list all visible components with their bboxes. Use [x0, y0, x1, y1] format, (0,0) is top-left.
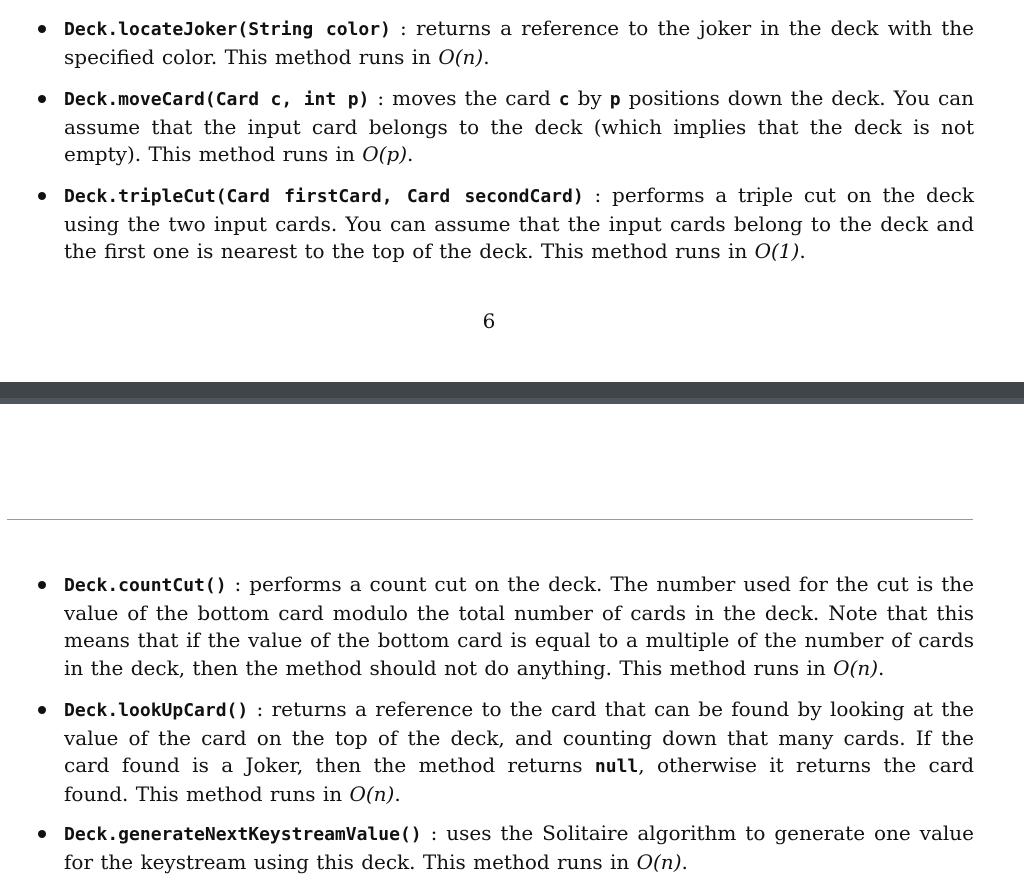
method-description: moves the card [392, 86, 559, 110]
period: . [394, 781, 401, 806]
method-triple-cut [38, 182, 974, 266]
horizontal-rule [7, 519, 973, 520]
period: . [483, 44, 490, 69]
method-description: performs a count cut on the deck. The number used for the cut is the value of the bottom card modulo the total number of cards in the deck. Note that this means that if the value of the bottom card is equal to a multiple of the number of cards in the deck, then the method should not do anything. This method runs in [64, 572, 975, 680]
method-description: returns a reference to the card that can be found by looking at the value of the card on the top of the deck, and counting down that many cards. If the card found is a Joker, then the method returns [64, 697, 975, 777]
method-signature: Deck.moveCard(Card c, int p) [64, 89, 370, 110]
separator: : [248, 697, 272, 721]
param-c: c [558, 89, 570, 110]
complexity: O(n) [438, 44, 484, 69]
bullet-icon [38, 706, 46, 714]
bullet-icon [38, 830, 46, 838]
separator: : [390, 16, 416, 40]
bullet-icon [38, 95, 46, 103]
separator: : [226, 572, 250, 596]
page-7-top [0, 404, 1024, 886]
page-6-bottom [0, 0, 1024, 382]
method-signature: Deck.countCut() [64, 575, 227, 596]
method-signature: Deck.lookUpCard() [64, 700, 249, 721]
page-separator [0, 382, 1024, 404]
method-signature: Deck.generateNextKeystreamValue() [64, 824, 422, 845]
bullet-icon [38, 192, 46, 200]
method-generate-next-keystream-value [38, 820, 974, 876]
method-locate-joker [38, 15, 974, 71]
text-by: by [569, 86, 610, 110]
period: . [407, 142, 414, 166]
method-description: uses the Solitaire algorithm to generate one value for the keystream using this deck. This method runs in [64, 821, 974, 874]
method-move-card [38, 85, 974, 169]
period: . [878, 655, 885, 680]
separator: : [421, 821, 447, 845]
complexity: O(n) [833, 655, 879, 680]
separator: : [369, 86, 393, 110]
separator: : [583, 183, 613, 207]
method-description: performs a triple cut on the deck using the two input cards. You can assume that the input cards belong to the deck and the first one is nearest to the top of the deck. This method runs in [64, 183, 975, 263]
method-description: returns a reference to the joker in the deck with the specified color. This method runs in [64, 16, 975, 69]
complexity: O(n) [636, 849, 682, 874]
method-description-cont: , otherwise it returns the card found. This method runs in [64, 753, 974, 806]
method-look-up-card [38, 696, 974, 808]
period: . [799, 239, 806, 263]
bullet-icon [38, 581, 46, 589]
method-signature: Deck.locateJoker(String color) [64, 19, 391, 40]
complexity: O(p) [362, 142, 408, 166]
bullet-icon [38, 25, 46, 33]
param-p: p [609, 89, 621, 110]
method-description-cont: positions down the deck. You can assume that the input card belongs to the deck (which implies that the deck is not empty). This method runs in [64, 86, 975, 166]
method-count-cut [38, 571, 974, 682]
complexity: O(n) [349, 781, 395, 806]
page-number: 6 [482, 309, 496, 333]
period: . [681, 849, 688, 874]
complexity: O(1) [754, 239, 800, 263]
null-keyword: null [594, 756, 639, 777]
method-signature: Deck.tripleCut(Card firstCard, Card secondCard) [64, 186, 584, 207]
